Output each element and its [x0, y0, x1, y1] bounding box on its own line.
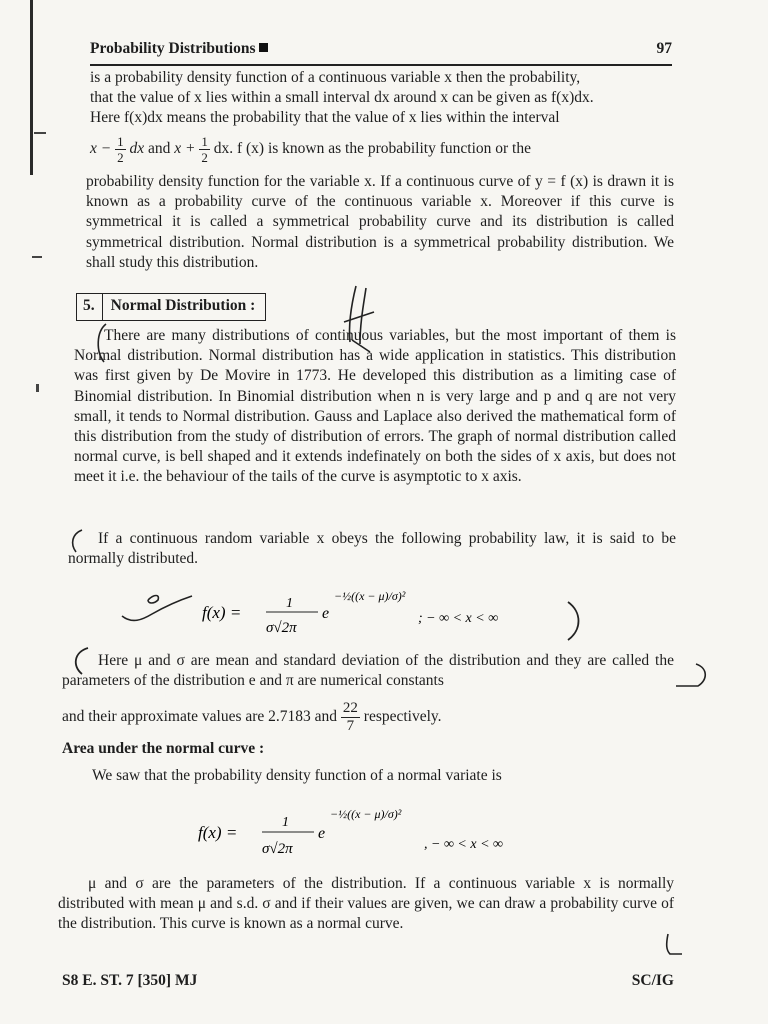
normal-law-paragraph [68, 529, 676, 569]
page-edge-mark [30, 0, 33, 175]
margin-tick [34, 132, 46, 134]
formula-base-e: e [322, 605, 330, 622]
constants-tail: respectively. [359, 708, 442, 726]
half-fraction: $\frac{1}{2}$ [201, 134, 208, 165]
intro-lines [90, 68, 672, 129]
page-footer [62, 972, 674, 990]
formula-lhs: f(x) = [198, 823, 238, 842]
section-heading [76, 293, 266, 321]
pen-close-bracket-icon [672, 660, 712, 690]
formula-coef-den: σ√2π [262, 841, 293, 857]
page-number: 97 [656, 40, 672, 57]
intro-rest: probability density function for the variable x. If a continuous curve of y = f (x) is drawn it is known as a probability curve of the continuous variable x. Moreover if this curve is symmetrical it is called a symmetrical probability curve and its distribution is called symmetrical distribution. Normal distribution is a symmetrical probability distribution. We shall study this distribution. [86, 173, 674, 271]
para-normal-law: If a continuous random variable x obeys the following probability law, it is said to be normally distributed. [68, 530, 676, 568]
interval-and: and [144, 140, 175, 158]
interval-tail: dx. f (x) is known as the probability function or the [209, 140, 531, 158]
curve-paragraph [58, 874, 674, 935]
square-bullet-icon [259, 43, 268, 52]
interval-x-minus: x − [90, 140, 112, 158]
pdf-intro-paragraph [62, 766, 674, 786]
normal-pdf-formula-2 [196, 798, 576, 869]
formula-lhs: f(x) = [202, 603, 242, 622]
intro-paragraph [86, 172, 674, 273]
footer-code: S8 E. ST. 7 [350] MJ [62, 972, 198, 989]
formula-graphic [196, 798, 576, 864]
section-number: 5. [76, 293, 102, 321]
constants-line [62, 700, 674, 735]
interval-dx: dx [129, 140, 145, 158]
normal-pdf-formula [200, 584, 560, 651]
para-parameters: Here μ and σ are mean and standard deviation of the distribution and they are called the parameters of the distribution e and π are numerical constants [62, 652, 674, 690]
header-rule [90, 64, 672, 66]
intro-line-1: is a probability density function of a continuous variable x then the probability, [90, 69, 581, 86]
para-pdf-intro: We saw that the probability density function of a normal variate is [92, 767, 502, 784]
running-header [90, 40, 672, 58]
constants-text: and their approximate values are 2.7183 and [62, 708, 338, 726]
para-normal-curve: μ and σ are the parameters of the distribution. If a continuous variable x is normally distributed with mean μ and s.d. σ and if their values are given, we can draw a probability curve of the distribution. This curve is known as a normal curve. [58, 875, 674, 933]
subheading-area: Area under the normal curve : [62, 740, 265, 757]
formula-base-e: e [318, 825, 326, 842]
interval-line [90, 134, 672, 165]
formula-coef-num: 1 [282, 815, 289, 830]
margin-tick [36, 384, 39, 392]
pen-close-bracket-icon [562, 600, 586, 644]
formula-coef-num: 1 [286, 596, 293, 611]
footer-right: SC/IG [631, 972, 674, 989]
parameters-paragraph [62, 651, 674, 691]
formula-graphic [200, 584, 560, 646]
normal-intro-paragraph [74, 326, 676, 488]
formula-exponent: −½((x − μ)/σ)² [330, 807, 402, 821]
pen-mark-icon [662, 930, 686, 958]
fraction-22-7: $\frac{22}{7}$ [342, 700, 358, 734]
half-fraction: $\frac{1}{2}$ [117, 134, 124, 165]
para-normal-history: There are many distributions of continuous variables, but the most important of them is Normal distribution. Normal distribution has a wide application in statistics. This distribution was first given by De Movire in 1773. He developed this distribution as a limiting case of Binomial distribution. In Binomial distribution when n is very large and p and q are not very small, it tends to Normal distribution. Gauss and Laplace also derived the mathematical form of this distribution from the study of distribution of errors. The graph of normal distribution called normal curve, is bell shaped and it extends indefinately on both the sides of x axis, but does not meet it i.e. the behaviour of the tails of the curve is asymptotic to x axis. [74, 327, 676, 486]
header-title: Probability Distributions [90, 40, 256, 57]
intro-line-2: that the value of x lies within a small interval dx around x can be given as f(x)dx. [90, 89, 594, 107]
margin-tick [32, 256, 42, 258]
intro-line-3: Here f(x)dx means the probability that the value of x lies within the interval [90, 109, 560, 127]
formula-coef-den: σ√2π [266, 620, 297, 636]
formula-range: , − ∞ < x < ∞ [424, 837, 504, 852]
formula-exponent: −½((x − μ)/σ)² [334, 589, 406, 603]
section-title: Normal Distribution : [102, 293, 267, 321]
interval-x-plus: x + [174, 140, 196, 158]
handwritten-tick-icon [118, 586, 198, 632]
formula-range: ; − ∞ < x < ∞ [418, 611, 499, 626]
